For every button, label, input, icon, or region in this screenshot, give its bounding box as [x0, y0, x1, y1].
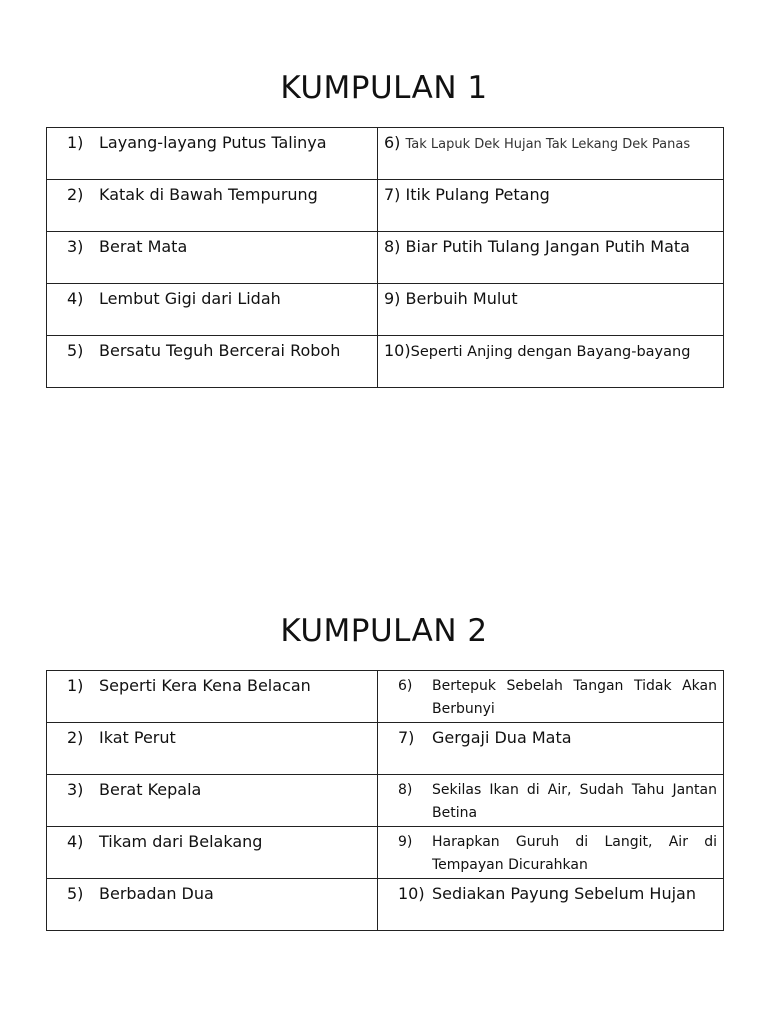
- item-number: 7): [398, 728, 415, 747]
- item-number: 10): [398, 884, 425, 903]
- table-cell: [378, 827, 724, 879]
- proverb-text: Itik Pulang Petang: [405, 185, 550, 204]
- item-number: 1): [67, 133, 84, 152]
- table-row: [47, 232, 724, 284]
- table-cell: [47, 232, 378, 284]
- item-number: 5): [67, 341, 84, 360]
- table-row: [47, 723, 724, 775]
- item-number: 3): [67, 780, 84, 799]
- table-cell: [47, 723, 378, 775]
- item-number: 2): [67, 185, 84, 204]
- table-cell: [47, 336, 378, 388]
- proverb-text: Berbuih Mulut: [405, 289, 518, 308]
- table-cell: [47, 827, 378, 879]
- table-cell: [378, 879, 724, 931]
- item-number: 3): [67, 237, 84, 256]
- table-row: [47, 336, 724, 388]
- proverb-text: Gergaji Dua Mata: [432, 728, 572, 747]
- table-row: [47, 284, 724, 336]
- proverb-text: Tikam dari Belakang: [99, 832, 263, 851]
- item-number: 6): [384, 133, 401, 152]
- proverb-text: Biar Putih Tulang Jangan Putih Mata: [405, 237, 690, 256]
- proverb-text: Bersatu Teguh Bercerai Roboh: [99, 341, 341, 360]
- proverb-text: Harapkan Guruh di Langit, Air di Tempayan Dicurahkan: [432, 834, 717, 873]
- table-cell: [47, 775, 378, 827]
- table-cell: [378, 775, 724, 827]
- proverb-text: Berbadan Dua: [99, 884, 214, 903]
- group-2-table: [46, 670, 724, 931]
- proverb-text: Sekilas Ikan di Air, Sudah Tahu Jantan Betina: [432, 782, 717, 821]
- item-number: 8): [384, 237, 401, 256]
- proverb-text: Sediakan Payung Sebelum Hujan: [432, 884, 696, 903]
- item-number: 4): [67, 289, 84, 308]
- table-cell: [47, 284, 378, 336]
- table-row: [47, 128, 724, 180]
- proverb-text: Bertepuk Sebelah Tangan Tidak Akan Berbunyi: [432, 678, 717, 717]
- item-number: 2): [67, 728, 84, 747]
- table-cell: [47, 879, 378, 931]
- item-number: 9): [384, 289, 401, 308]
- table-cell: [47, 180, 378, 232]
- group-1-table: [46, 127, 724, 388]
- table-row: [47, 879, 724, 931]
- proverb-text: Seperti Anjing dengan Bayang-bayang: [410, 344, 691, 360]
- table-cell: [378, 180, 724, 232]
- proverb-text: Berat Mata: [99, 237, 188, 256]
- table-cell: [378, 232, 724, 284]
- group-1-title: KUMPULAN 1: [280, 70, 488, 106]
- proverb-text: Layang-layang Putus Talinya: [99, 133, 327, 152]
- item-number: 6): [398, 678, 413, 694]
- table-row: [47, 180, 724, 232]
- item-number: 9): [398, 834, 413, 850]
- proverb-text: Berat Kepala: [99, 780, 202, 799]
- table-row: [47, 671, 724, 723]
- table-row: [47, 827, 724, 879]
- proverb-text: Tak Lapuk Dek Hujan Tak Lekang Dek Panas: [405, 137, 691, 152]
- table-cell: [378, 336, 724, 388]
- item-number: 5): [67, 884, 84, 903]
- table-cell: [47, 671, 378, 723]
- item-number: 10): [384, 341, 411, 360]
- item-number: 8): [398, 782, 413, 798]
- proverb-text: Lembut Gigi dari Lidah: [99, 289, 281, 308]
- proverb-text: Ikat Perut: [99, 728, 176, 747]
- table-cell: [378, 671, 724, 723]
- table-cell: [378, 723, 724, 775]
- item-number: 1): [67, 676, 84, 695]
- item-number: 4): [67, 832, 84, 851]
- table-cell: [378, 128, 724, 180]
- proverb-text: Katak di Bawah Tempurung: [99, 185, 318, 204]
- proverb-text: Seperti Kera Kena Belacan: [99, 676, 311, 695]
- table-cell: [378, 284, 724, 336]
- table-cell: [47, 128, 378, 180]
- table-row: [47, 775, 724, 827]
- group-2-title: KUMPULAN 2: [280, 613, 488, 649]
- item-number: 7): [384, 185, 401, 204]
